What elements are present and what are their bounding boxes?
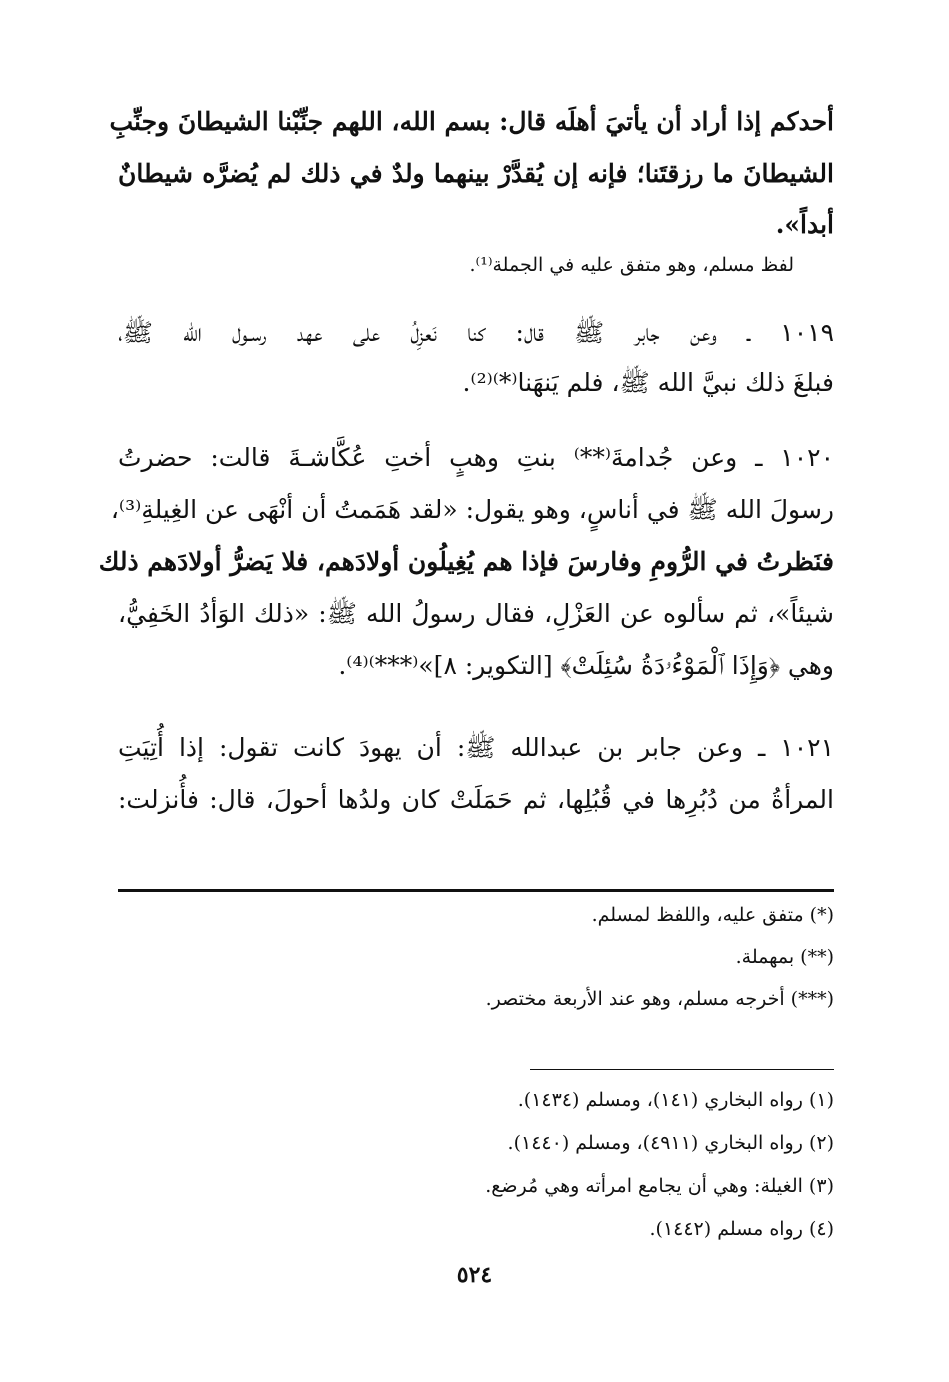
footnote-separator-thick bbox=[118, 889, 834, 892]
editor-note: (*) متفق عليه، واللفظ لمسلم. bbox=[591, 904, 834, 926]
footnote-separator-thin bbox=[530, 1069, 834, 1070]
body-line: ١٠١٩ ـ وعن جابر ﷺ قال: كنا نَعزِلُ على عهد رسـول الله ﷺ، bbox=[118, 318, 834, 347]
footnote: (٣) الغيلة: وهي أن يجامع امرأته وهي مُرضع. bbox=[485, 1175, 834, 1197]
body-line: شيئاً»، ثم سألوه عن العَزْلِ، فقال رسولُ الله ﷺ: «ذلك الوَأدُ الخَفِيُّ، bbox=[118, 599, 834, 628]
body-line: المرأةُ من دُبُرِها في قُبُلِها، ثم حَمَلَتْ كان ولدُها أحولَ، قال: فأُنزلت: bbox=[118, 785, 834, 814]
editor-note: (***) أخرجه مسلم، وهو عند الأربعة مختصر. bbox=[485, 988, 834, 1010]
body-line: فبلغَ ذلك نبيَّ الله ﷺ، فلم يَنهَنا⁽*⁾⁽²⁾. bbox=[462, 368, 834, 397]
footnote: (١) رواه البخاري (١٤١)، ومسلم (١٤٣٤). bbox=[517, 1089, 834, 1111]
body-line: الشيطانَ ما رزقتَنا؛ فإنه إن يُقدَّرْ بينهما ولدٌ في ذلك لم يُضرَّه شيطانٌ bbox=[118, 159, 834, 188]
page-number: ٥٢٤ bbox=[456, 1262, 493, 1288]
hadith-1020 bbox=[98, 432, 834, 692]
body-line: أبداً». bbox=[775, 210, 834, 239]
body-line: وهي ﴿وَإِذَا ٱلْمَوْءُۥدَةُ سُئِلَتْ﴾ [التكوير: ٨]»⁽***⁾⁽⁴⁾. bbox=[338, 651, 834, 680]
body-line: رسولَ الله ﷺ في أناسٍ، وهو يقول: «لقد هَمَمتُ أن أنْهَى عن الغِيلةِ⁽³⁾، bbox=[110, 495, 834, 524]
source-note bbox=[118, 247, 834, 283]
body-line: فنَظرتُ في الرُّومِ وفارسَ فإذا هم يُغِيلُون أولادَهم، فلا يَضرُّ أولادَهم ذلك bbox=[98, 547, 834, 576]
body-line: ١٠٢٠ ـ وعن جُدامةَ⁽**⁾ بنتِ وهبٍ أختِ عُكَّاشـةَ قالت: حضرتُ bbox=[118, 443, 834, 472]
footnote: (٢) رواه البخاري (٤٩١١)، ومسلم (١٤٤٠). bbox=[507, 1132, 834, 1154]
body-line: أحدكم إذا أراد أن يأتيَ أهلَه قال: بسم الله، اللهم جنِّبْنا الشيطانَ وجنِّبِ bbox=[109, 107, 834, 136]
hadith-1019 bbox=[118, 308, 834, 408]
paragraph-continuation bbox=[109, 96, 834, 250]
editor-note: (**) بمهملة. bbox=[735, 946, 834, 968]
footnote: (٤) رواه مسلم (١٤٤٢). bbox=[649, 1218, 834, 1240]
hadith-1021 bbox=[118, 722, 834, 826]
body-line: لفظ مسلم، وهو متفق عليه في الجملة⁽¹⁾. bbox=[469, 254, 794, 276]
body-line: ١٠٢١ ـ وعن جابر بن عبدالله ﷺ: أن يهودَ كانت تقول: إذا أُتِيَتِ bbox=[118, 733, 834, 762]
